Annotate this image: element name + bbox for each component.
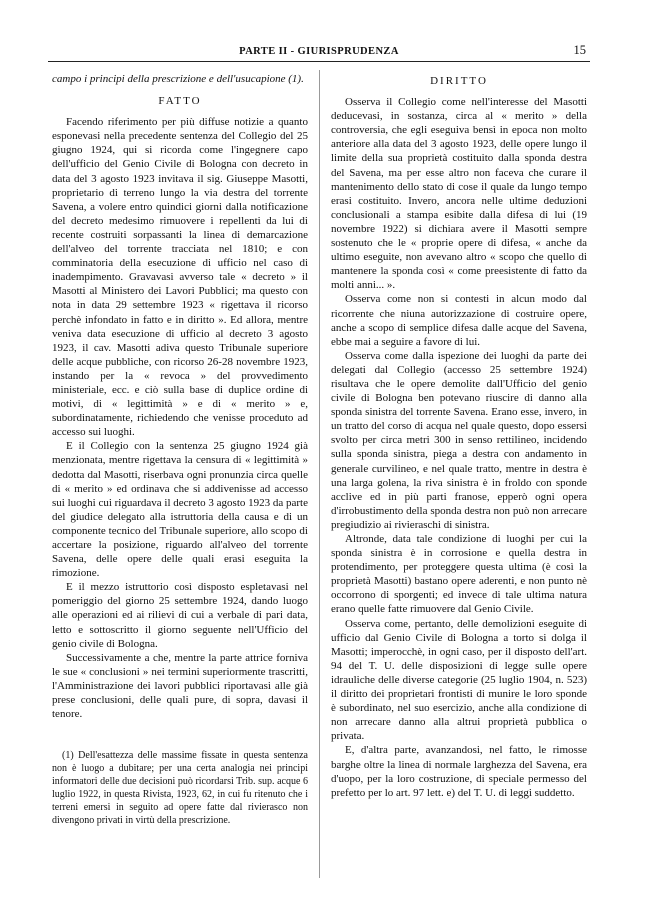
fatto-paragraph: E il Collegio con la sentenza 25 giugno 1924 già menzionata, mentre rigettava la censura di « legittimità » dedotta dal Masotti, riserbava ogni pronunzia circa quelle di « merito » ed ordinava che si addivenisse ad accesso sui luoghi cui riguardava il decreto 3 agosto 1923 da parte del giudice delegato alla istruttoria della causa e di un componente tecnico del Tribunale superiore, allo scopo di accertare la posizione, riguardo all'alveo del torrente Savena, delle opere delle quali erasi eseguita la rimozione. (52, 440, 308, 580)
fatto-paragraph: Successivamente a che, mentre la parte attrice forniva le sue « conclusioni » nei termini superiormente trascritti, l'Amministrazione dei lavori pubblici riportavasi alle già prese conclusioni, delle quali pure, di sopra, davasi il tenore. (52, 651, 308, 721)
diritto-paragraph: Osserva come non si contesti in alcun modo dal ricorrente che niuna autorizzazione di costruire opere, anche a scopo di semplice difesa dalle acque del Savena, ebbe mai a seguire a favore di lui. (331, 293, 587, 348)
column-divider (319, 70, 320, 878)
diritto-paragraph: Osserva come dalla ispezione dei luoghi da parte dei delegati dal Collegio (accesso 25 settembre 1924) risultava che le opere demolite dall'Ufficio del genio civile di Bologna ben potevano riuscire di danno alla sponda sinistra del torrente Savena. Erano esse, invero, in un tratto del corso di acqua nel quale questo, dopo essersi svolto per circa metri 300 in senso rettilineo, incidendo sulla sponda sinistra, piega a destra con andamento in generale curvilineo, e nel quale tratto, mentre in destra è una larga golena, la riva sinistra è in froldo con sponde acclive ed in più parti franose, epperò ogni opera d'irrobustimento della sponda destra non può non arrecare pregiudizio ai rivieraschi di sinistra. (331, 349, 587, 531)
diritto-paragraph: Altronde, data tale condizione di luoghi per cui la sponda sinistra è in corrosione e quella destra in protendimento, per proteggere questa ultima (è così la proprietà Masotti) bastano opere aderenti, e non punto nè occorrono di sporgenti; ed invece di tale ultima natura erano quelle fatte rimuovere dal Genio Civile. (331, 533, 587, 616)
running-title: PARTE II - GIURISPRUDENZA (239, 46, 399, 57)
opening-line: campo i principi della prescrizione e dell'usucapione (1). (52, 73, 304, 85)
footnote-text: (1) Dell'esattezza delle massime fissate in questa sentenza non è luogo a dubitare; per una certa analogia nei principi informatori delle due decisioni può ricordarsi Trib. sup. acque 6 luglio 1922, in questa Rivista, 1923, 62, in cui fu ritenuto che i terreni emersi in seguito ad opere fatte dal rivierasco non divengono privati in virtù della prescrizione. (52, 750, 308, 827)
diritto-paragraph: E, d'altra parte, avanzandosi, nel fatto, le rimosse barghe oltre la linea di normale larghezza del Savena, era d'uopo, per la loro costruzione, di speciale permesso del prefetto per lo art. 97 lett. e) del T. U. di leggi suddetto. (331, 744, 587, 799)
fatto-paragraph: Facendo riferimento per più diffuse notizie a quanto esponevasi nella precedente sentenza del Collegio del 25 giugno 1924, qui si ricorda come l'ingegnere capo dell'ufficio del Genio Civile di Bologna con decreto in data del 3 agosto 1923 invitava il sig. Giuseppe Masotti, proprietario di terreno lungo la via destra del torrente Savena, a volere entro quindici giorni dalla notificazione del decreto medesimo rimuovere i repellenti da lui di recente costruiti sorpassanti la linea di demarcazione dell'alveo del torrente tracciata nel 1810; e con comminatoria della esecuzione di ufficio nel caso di inadempimento. Gravavasi avverso tale « decreto » il Masotti al Ministero dei Lavori Pubblici; ma questo con nota in data 29 settembre 1923 « rigettava il ricorso perchè infondato in fatto e in diritto ». Ed allora, mentre veniva data esecuzione di ufficio al decreto 3 agosto 1923, il cav. Masotti adiva questo Tribunale superiore delle acque pubbliche, con ricorso 26-28 novembre 1923, instando per la « revoca » del provvedimento ministeriale, ecc. e ciò sulla base di duplice ordine di motivi, di « legittimità » e di « merito » e, subordinatamente, richiedendo che venisse proceduto ad accesso sui luoghi. (52, 116, 308, 439)
fatto-paragraph: E il mezzo istruttorio così disposto espletavasi nel pomeriggio del giorno 25 settembre 1924, dando luogo alle operazioni ed ai rilievi di cui a verbale di pari data, letto e sottoscritto il giorno seguente nell'Ufficio del genio civile di Bologna. (52, 581, 308, 650)
diritto-heading: DIRITTO (430, 75, 488, 87)
diritto-paragraph: Osserva il Collegio come nell'interesse del Masotti deducevasi, in sostanza, circa al « merito » della controversia, che egli eseguiva bensì in epoca non molto anteriore alla data del 3 agosto 1923, delle opere lungo il limite della sua proprietà costituito dalla sponda destra del Savena, ma per esse altro non faceva che curare il mantenimento dello stato di cose il quale da lungo tempo erasi costituito. Invero, ancora nelle ultime deduzioni conclusionali a stampa esibite dalla difesa di lui (19 novembre 1922) si dichiara avere il Masotti sempre sostenuto che le « proprie opere di difesa, « anche da ultimo eseguite, non avevano altro « scopo che quello di mantenere la sponda così « come preesistente di fatto da molti anni... ». (331, 96, 587, 292)
left-column (52, 72, 308, 827)
header-rule (48, 61, 590, 62)
right-column (331, 72, 587, 800)
page-header (48, 40, 590, 60)
fatto-heading: FATTO (158, 95, 202, 108)
diritto-paragraph: Osserva come, pertanto, delle demolizioni eseguite di ufficio dal Genio Civile di Bologna a torto si dolga il Masotti; imperocchè, in ogni caso, per il disposto dell'art. 94 del T. U. delle disposizioni di legge sulle opere idrauliche delle diverse categorie (25 luglio 1904, n. 523) il diritto dei proprietari frontisti di munire le loro sponde è subordinato, nel suo esercizio, anche alla condizione di non arrecare danno alla altrui proprietà pubblica o privata. (331, 617, 587, 743)
footnote (52, 749, 308, 827)
page-number: 15 (573, 43, 586, 57)
